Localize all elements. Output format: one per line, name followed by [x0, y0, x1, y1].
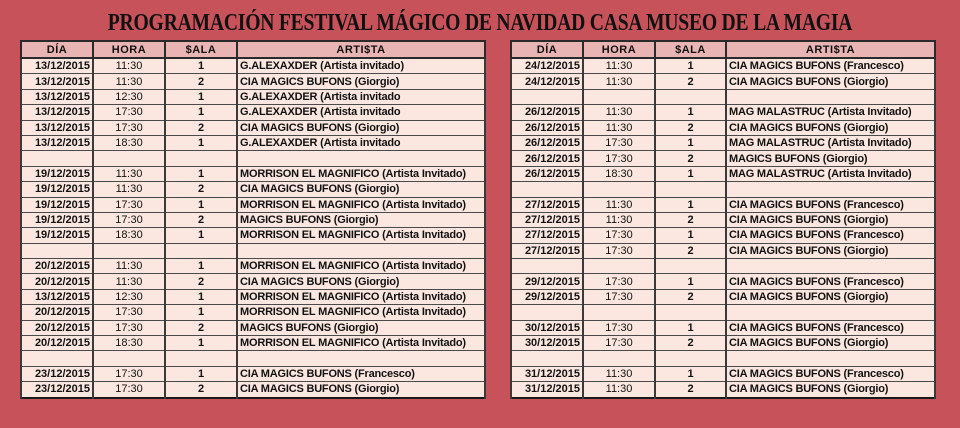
- spacer-row: [511, 182, 935, 197]
- column-header-dia: DÍA: [21, 41, 93, 58]
- cell-dia: 19/12/2015: [21, 212, 93, 227]
- cell-hora: [583, 182, 655, 197]
- cell-dia: 27/12/2015: [511, 212, 583, 227]
- cell-sala: 2: [655, 151, 726, 166]
- cell-dia: 23/12/2015: [21, 366, 93, 381]
- cell-sala: [655, 259, 726, 274]
- cell-artista: CIA MAGICS BUFONS (Giorgio): [726, 382, 935, 398]
- column-header-dia: DÍA: [511, 41, 583, 58]
- cell-sala: 2: [655, 289, 726, 304]
- cell-artista: CIA MAGICS BUFONS (Giorgio): [237, 182, 485, 197]
- cell-sala: [165, 243, 237, 258]
- cell-artista: MORRISON EL MAGNIFICO (Artista Invitado): [237, 228, 485, 243]
- cell-artista: [726, 259, 935, 274]
- cell-sala: 1: [165, 228, 237, 243]
- schedule-table-right: [510, 40, 936, 399]
- cell-artista: CIA MAGICS BUFONS (Giorgio): [726, 289, 935, 304]
- table-row: [511, 105, 935, 120]
- cell-hora: 17:30: [583, 336, 655, 351]
- cell-dia: [511, 305, 583, 320]
- cell-artista: MAGICS BUFONS (Giorgio): [726, 151, 935, 166]
- cell-hora: 17:30: [93, 320, 165, 335]
- table-row: [21, 105, 485, 120]
- cell-sala: 2: [165, 320, 237, 335]
- cell-hora: 12:30: [93, 89, 165, 104]
- cell-dia: 19/12/2015: [21, 166, 93, 181]
- cell-artista: G.ALEXAXDER (Artista invitado): [237, 58, 485, 74]
- cell-artista: CIA MAGICS BUFONS (Giorgio): [726, 212, 935, 227]
- cell-hora: 18:30: [93, 135, 165, 150]
- cell-artista: CIA MAGICS BUFONS (Giorgio): [237, 382, 485, 398]
- cell-hora: 17:30: [583, 274, 655, 289]
- table-row: [21, 58, 485, 74]
- cell-dia: 20/12/2015: [21, 305, 93, 320]
- cell-dia: [511, 89, 583, 104]
- cell-artista: MORRISON EL MAGNIFICO (Artista Invitado): [237, 259, 485, 274]
- cell-sala: 1: [165, 336, 237, 351]
- cell-dia: 27/12/2015: [511, 197, 583, 212]
- cell-sala: 1: [655, 197, 726, 212]
- cell-dia: [511, 351, 583, 366]
- cell-sala: [165, 351, 237, 366]
- table-row: [21, 228, 485, 243]
- cell-sala: 2: [165, 120, 237, 135]
- cell-artista: CIA MAGICS BUFONS (Francesco): [237, 366, 485, 381]
- table-row: [511, 166, 935, 181]
- cell-artista: CIA MAGICS BUFONS (Giorgio): [237, 74, 485, 89]
- cell-dia: [21, 151, 93, 166]
- table-row: [511, 274, 935, 289]
- cell-hora: 11:30: [93, 274, 165, 289]
- cell-hora: 17:30: [583, 243, 655, 258]
- cell-hora: 17:30: [93, 382, 165, 398]
- cell-dia: 13/12/2015: [21, 58, 93, 74]
- cell-hora: 12:30: [93, 289, 165, 304]
- cell-dia: 27/12/2015: [511, 228, 583, 243]
- cell-hora: [93, 351, 165, 366]
- cell-hora: 17:30: [583, 289, 655, 304]
- cell-hora: 17:30: [93, 305, 165, 320]
- cell-dia: [511, 182, 583, 197]
- table-row: [21, 74, 485, 89]
- cell-artista: [726, 182, 935, 197]
- cell-artista: G.ALEXAXDER (Artista invitado: [237, 135, 485, 150]
- cell-artista: CIA MAGICS BUFONS (Francesco): [726, 197, 935, 212]
- cell-hora: 18:30: [93, 336, 165, 351]
- table-row: [511, 228, 935, 243]
- cell-dia: 30/12/2015: [511, 336, 583, 351]
- cell-hora: 17:30: [583, 320, 655, 335]
- column-header-hora: HORA: [93, 41, 165, 58]
- cell-artista: CIA MAGICS BUFONS (Giorgio): [726, 74, 935, 89]
- cell-sala: 1: [655, 135, 726, 150]
- cell-hora: 17:30: [93, 197, 165, 212]
- schedule-table-left: [20, 40, 486, 399]
- cell-hora: [93, 151, 165, 166]
- cell-sala: 2: [165, 212, 237, 227]
- cell-artista: CIA MAGICS BUFONS (Francesco): [726, 320, 935, 335]
- table-row: [511, 135, 935, 150]
- cell-dia: 13/12/2015: [21, 135, 93, 150]
- cell-artista: CIA MAGICS BUFONS (Giorgio): [726, 243, 935, 258]
- cell-dia: 31/12/2015: [511, 382, 583, 398]
- cell-sala: 1: [655, 166, 726, 181]
- cell-sala: 2: [655, 243, 726, 258]
- table-header-row: [511, 41, 935, 58]
- spacer-row: [21, 243, 485, 258]
- cell-hora: 17:30: [93, 120, 165, 135]
- cell-hora: 11:30: [93, 259, 165, 274]
- table-row: [511, 320, 935, 335]
- cell-artista: [726, 351, 935, 366]
- table-row: [21, 336, 485, 351]
- table-row: [21, 197, 485, 212]
- cell-hora: 11:30: [583, 58, 655, 74]
- spacer-row: [511, 305, 935, 320]
- cell-sala: 2: [655, 212, 726, 227]
- table-row: [511, 212, 935, 227]
- table-row: [21, 274, 485, 289]
- cell-dia: 19/12/2015: [21, 228, 93, 243]
- cell-dia: 19/12/2015: [21, 182, 93, 197]
- cell-hora: 17:30: [93, 105, 165, 120]
- cell-hora: [583, 89, 655, 104]
- cell-artista: MAG MALASTRUC (Artista Invitado): [726, 105, 935, 120]
- cell-sala: 2: [165, 74, 237, 89]
- cell-hora: [583, 259, 655, 274]
- column-header-hora: HORA: [583, 41, 655, 58]
- cell-artista: CIA MAGICS BUFONS (Giorgio): [237, 274, 485, 289]
- cell-dia: 27/12/2015: [511, 243, 583, 258]
- cell-sala: 1: [165, 58, 237, 74]
- spacer-row: [511, 259, 935, 274]
- cell-artista: CIA MAGICS BUFONS (Francesco): [726, 58, 935, 74]
- cell-sala: [655, 89, 726, 104]
- table-row: [21, 212, 485, 227]
- cell-hora: 11:30: [93, 58, 165, 74]
- cell-dia: 13/12/2015: [21, 289, 93, 304]
- table-row: [21, 366, 485, 381]
- table-row: [511, 289, 935, 304]
- cell-dia: 26/12/2015: [511, 166, 583, 181]
- table-row: [21, 259, 485, 274]
- cell-dia: 13/12/2015: [21, 120, 93, 135]
- cell-artista: [237, 243, 485, 258]
- table-row: [21, 166, 485, 181]
- cell-sala: [655, 351, 726, 366]
- cell-dia: 13/12/2015: [21, 89, 93, 104]
- cell-dia: 31/12/2015: [511, 366, 583, 381]
- cell-artista: CIA MAGICS BUFONS (Francesco): [726, 366, 935, 381]
- cell-sala: 1: [655, 58, 726, 74]
- cell-sala: 2: [655, 74, 726, 89]
- cell-sala: 1: [165, 166, 237, 181]
- cell-artista: G.ALEXAXDER (Artista invitado: [237, 105, 485, 120]
- cell-hora: 11:30: [583, 120, 655, 135]
- cell-sala: 1: [165, 289, 237, 304]
- column-header-sala: $ALA: [165, 41, 237, 58]
- table-header-row: [21, 41, 485, 58]
- cell-hora: 11:30: [583, 197, 655, 212]
- column-header-artista: ARTI$TA: [237, 41, 485, 58]
- cell-artista: CIA MAGICS BUFONS (Giorgio): [726, 336, 935, 351]
- cell-hora: 11:30: [93, 166, 165, 181]
- cell-dia: [21, 243, 93, 258]
- cell-artista: G.ALEXAXDER (Artista invitado: [237, 89, 485, 104]
- cell-sala: 1: [165, 135, 237, 150]
- schedule-body-left: [21, 58, 485, 398]
- cell-dia: 20/12/2015: [21, 336, 93, 351]
- cell-dia: 26/12/2015: [511, 120, 583, 135]
- cell-sala: 1: [165, 305, 237, 320]
- cell-sala: 1: [655, 105, 726, 120]
- cell-sala: 1: [655, 274, 726, 289]
- table-row: [511, 243, 935, 258]
- cell-artista: MORRISON EL MAGNIFICO (Artista Invitado): [237, 336, 485, 351]
- cell-artista: CIA MAGICS BUFONS (Giorgio): [726, 120, 935, 135]
- table-row: [511, 336, 935, 351]
- cell-hora: [93, 243, 165, 258]
- cell-artista: CIA MAGICS BUFONS (Francesco): [726, 274, 935, 289]
- cell-sala: 1: [165, 105, 237, 120]
- cell-artista: [726, 305, 935, 320]
- cell-sala: 2: [165, 274, 237, 289]
- cell-artista: MAG MALASTRUC (Artista Invitado): [726, 135, 935, 150]
- cell-artista: MAG MALASTRUC (Artista Invitado): [726, 166, 935, 181]
- cell-hora: 11:30: [93, 74, 165, 89]
- schedule-body-right: [511, 58, 935, 398]
- cell-hora: 11:30: [583, 366, 655, 381]
- cell-sala: 1: [655, 320, 726, 335]
- spacer-row: [511, 89, 935, 104]
- cell-sala: 1: [165, 259, 237, 274]
- table-row: [511, 74, 935, 89]
- table-row: [21, 320, 485, 335]
- spacer-row: [511, 351, 935, 366]
- cell-artista: CIA MAGICS BUFONS (Giorgio): [237, 120, 485, 135]
- cell-sala: 1: [655, 366, 726, 381]
- cell-dia: [511, 259, 583, 274]
- cell-artista: MAGICS BUFONS (Giorgio): [237, 320, 485, 335]
- cell-dia: 19/12/2015: [21, 197, 93, 212]
- cell-sala: [655, 182, 726, 197]
- cell-hora: 18:30: [583, 166, 655, 181]
- cell-dia: 13/12/2015: [21, 105, 93, 120]
- cell-dia: 29/12/2015: [511, 274, 583, 289]
- spacer-row: [21, 351, 485, 366]
- cell-sala: 1: [165, 366, 237, 381]
- cell-dia: 20/12/2015: [21, 274, 93, 289]
- cell-sala: [165, 151, 237, 166]
- cell-dia: 29/12/2015: [511, 289, 583, 304]
- cell-hora: 11:30: [583, 105, 655, 120]
- cell-artista: MORRISON EL MAGNIFICO (Artista Invitado): [237, 305, 485, 320]
- cell-dia: 30/12/2015: [511, 320, 583, 335]
- cell-artista: CIA MAGICS BUFONS (Francesco): [726, 228, 935, 243]
- cell-dia: 23/12/2015: [21, 382, 93, 398]
- table-row: [511, 366, 935, 381]
- cell-hora: 17:30: [93, 212, 165, 227]
- table-row: [21, 382, 485, 398]
- cell-dia: 26/12/2015: [511, 135, 583, 150]
- cell-artista: MAGICS BUFONS (Giorgio): [237, 212, 485, 227]
- cell-sala: 2: [655, 120, 726, 135]
- cell-artista: MORRISON EL MAGNIFICO (Artista Invitado): [237, 197, 485, 212]
- cell-hora: 18:30: [93, 228, 165, 243]
- cell-hora: 17:30: [583, 228, 655, 243]
- column-header-sala: $ALA: [655, 41, 726, 58]
- cell-hora: 17:30: [583, 135, 655, 150]
- cell-dia: 13/12/2015: [21, 74, 93, 89]
- table-row: [511, 382, 935, 398]
- table-row: [21, 120, 485, 135]
- cell-dia: 20/12/2015: [21, 259, 93, 274]
- cell-artista: MORRISON EL MAGNIFICO (Artista Invitado): [237, 289, 485, 304]
- cell-sala: 1: [165, 89, 237, 104]
- column-header-artista: ARTI$TA: [726, 41, 935, 58]
- spacer-row: [21, 151, 485, 166]
- table-row: [511, 120, 935, 135]
- cell-dia: 24/12/2015: [511, 74, 583, 89]
- cell-hora: 11:30: [93, 182, 165, 197]
- cell-dia: 24/12/2015: [511, 58, 583, 74]
- cell-dia: 26/12/2015: [511, 105, 583, 120]
- table-row: [21, 289, 485, 304]
- table-row: [21, 135, 485, 150]
- cell-hora: [583, 305, 655, 320]
- cell-sala: [655, 305, 726, 320]
- table-row: [511, 197, 935, 212]
- table-row: [511, 58, 935, 74]
- cell-sala: 2: [655, 336, 726, 351]
- cell-hora: 11:30: [583, 382, 655, 398]
- cell-sala: 2: [165, 382, 237, 398]
- cell-hora: 17:30: [93, 366, 165, 381]
- cell-artista: MORRISON EL MAGNIFICO (Artista Invitado): [237, 166, 485, 181]
- cell-hora: 11:30: [583, 74, 655, 89]
- cell-sala: 1: [165, 197, 237, 212]
- table-row: [21, 89, 485, 104]
- cell-sala: 2: [165, 182, 237, 197]
- cell-hora: [583, 351, 655, 366]
- cell-hora: 11:30: [583, 212, 655, 227]
- cell-dia: 26/12/2015: [511, 151, 583, 166]
- cell-artista: [726, 89, 935, 104]
- page-title: PROGRAMACIÓN FESTIVAL MÁGICO DE NAVIDAD CASA MUSEO DE LA MAGIA: [107, 10, 853, 36]
- cell-hora: 17:30: [583, 151, 655, 166]
- cell-dia: [21, 351, 93, 366]
- table-row: [21, 182, 485, 197]
- table-row: [511, 151, 935, 166]
- cell-sala: 2: [655, 382, 726, 398]
- cell-sala: 1: [655, 228, 726, 243]
- cell-artista: [237, 351, 485, 366]
- table-row: [21, 305, 485, 320]
- cell-dia: 20/12/2015: [21, 320, 93, 335]
- cell-artista: [237, 151, 485, 166]
